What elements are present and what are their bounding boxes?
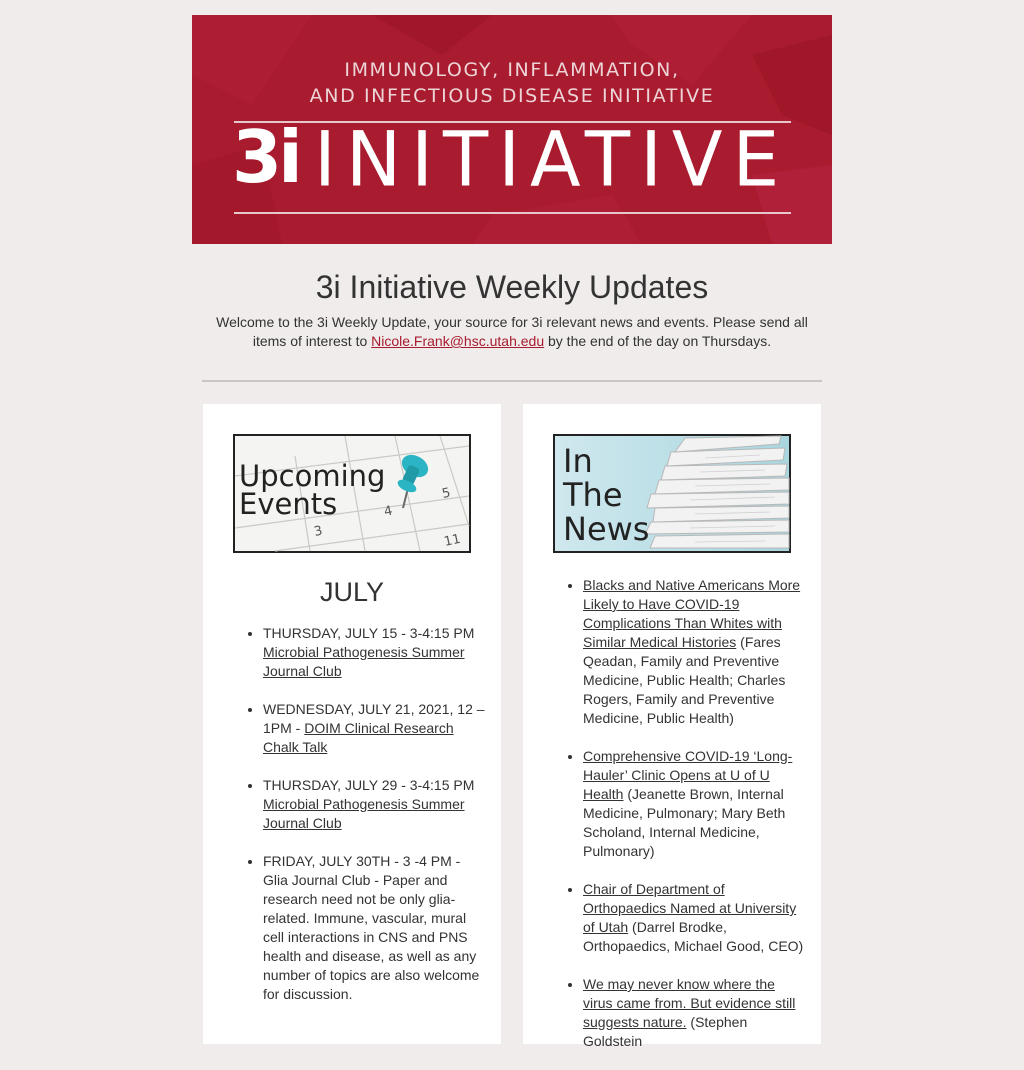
banner-subtitle-line2: AND INFECTIOUS DISEASE INITIATIVE: [309, 85, 715, 107]
news-item: [583, 975, 807, 1051]
news-list: [583, 576, 807, 1070]
event-link[interactable]: Microbial Pathogenesis Summer Journal Club: [263, 796, 465, 831]
events-list: [263, 624, 487, 1023]
image-text-news: News: [563, 510, 650, 548]
event-date: THURSDAY, JULY 15 - 3-4:15 PM: [263, 625, 475, 641]
image-text-the: The: [563, 476, 623, 514]
news-credit: (Stephen Goldstein: [583, 1014, 748, 1049]
event-item: [263, 624, 487, 681]
news-item: [583, 880, 807, 956]
calendar-number-11: 11: [442, 531, 463, 550]
calendar-number-4: 4: [382, 503, 394, 520]
image-text-upcoming: Upcoming: [239, 459, 386, 493]
intro-text-after: by the end of the day on Thursdays.: [544, 333, 772, 349]
upcoming-events-card: [203, 404, 501, 1044]
email-link[interactable]: Nicole.Frank@hsc.utah.edu: [371, 333, 545, 349]
event-link[interactable]: DOIM Clinical Research Chalk Talk: [263, 720, 454, 755]
banner-logo-3i: 3i: [232, 115, 299, 199]
page-title: 3i Initiative Weekly Updates: [315, 269, 709, 305]
header-banner: [192, 15, 832, 244]
news-item: [583, 747, 807, 861]
news-link[interactable]: Chair of Department of Orthopaedics Named at University of Utah: [583, 881, 797, 935]
newspaper-stack-icon: [555, 436, 789, 551]
news-link[interactable]: Blacks and Native Americans More Likely to Have COVID-19 Complications Than Whites with Similar Medical Histories: [583, 577, 801, 650]
calendar-number-3: 3: [312, 523, 324, 540]
news-item: [583, 576, 807, 728]
in-the-news-image: [553, 434, 791, 553]
section-divider: [202, 380, 822, 382]
month-heading: JULY: [319, 577, 385, 607]
image-text-events: Events: [239, 487, 338, 521]
image-text-in: In: [563, 442, 593, 480]
event-item: [263, 852, 487, 1004]
in-the-news-card: [523, 404, 821, 1049]
event-link[interactable]: Microbial Pathogenesis Summer Journal Club: [263, 644, 465, 679]
news-credit: (Darrel Brodke, Orthopaedics, Michael Good, CEO): [583, 919, 804, 954]
event-item: [263, 776, 487, 833]
calendar-number-5: 5: [440, 485, 452, 502]
calendar-icon: [235, 436, 469, 551]
news-credit: (Fares Qeadan, Family and Preventive Medicine, Public Health; Charles Rogers, Family and Preventive Medicine, Public Health): [583, 634, 786, 726]
news-link[interactable]: Comprehensive COVID-19 ‘Long-Hauler’ Clinic Opens at U of U Health: [583, 748, 793, 802]
event-item: [263, 700, 487, 757]
banner-logo-word: INITIATIVE: [314, 116, 790, 204]
banner-rule-bottom: [234, 212, 791, 214]
news-credit: (Jeanette Brown, Internal Medicine, Pulmonary; Mary Beth Scholand, Internal Medicine, Pulmonary): [583, 786, 786, 859]
event-description: FRIDAY, JULY 30TH - 3 -4 PM - Glia Journal Club - Paper and research need not be only glia-related. Immune, vascular, mural cell interactions in CNS and PNS health and disease, as well as any number of topics are also welcome for discussion.: [263, 853, 480, 1002]
intro-text: [202, 313, 822, 351]
event-date: WEDNESDAY, JULY 21, 2021, 12 – 1PM -: [263, 701, 485, 736]
news-link[interactable]: We may never know where the virus came from. But evidence still suggests nature.: [583, 976, 796, 1030]
banner-subtitle-line1: IMMUNOLOGY, INFLAMMATION,: [344, 59, 680, 81]
intro-text-before: Welcome to the 3i Weekly Update, your source for 3i relevant news and events. Please send all items of interest to: [216, 314, 808, 349]
upcoming-events-image: [233, 434, 471, 553]
event-date: THURSDAY, JULY 29 - 3-4:15 PM: [263, 777, 475, 793]
